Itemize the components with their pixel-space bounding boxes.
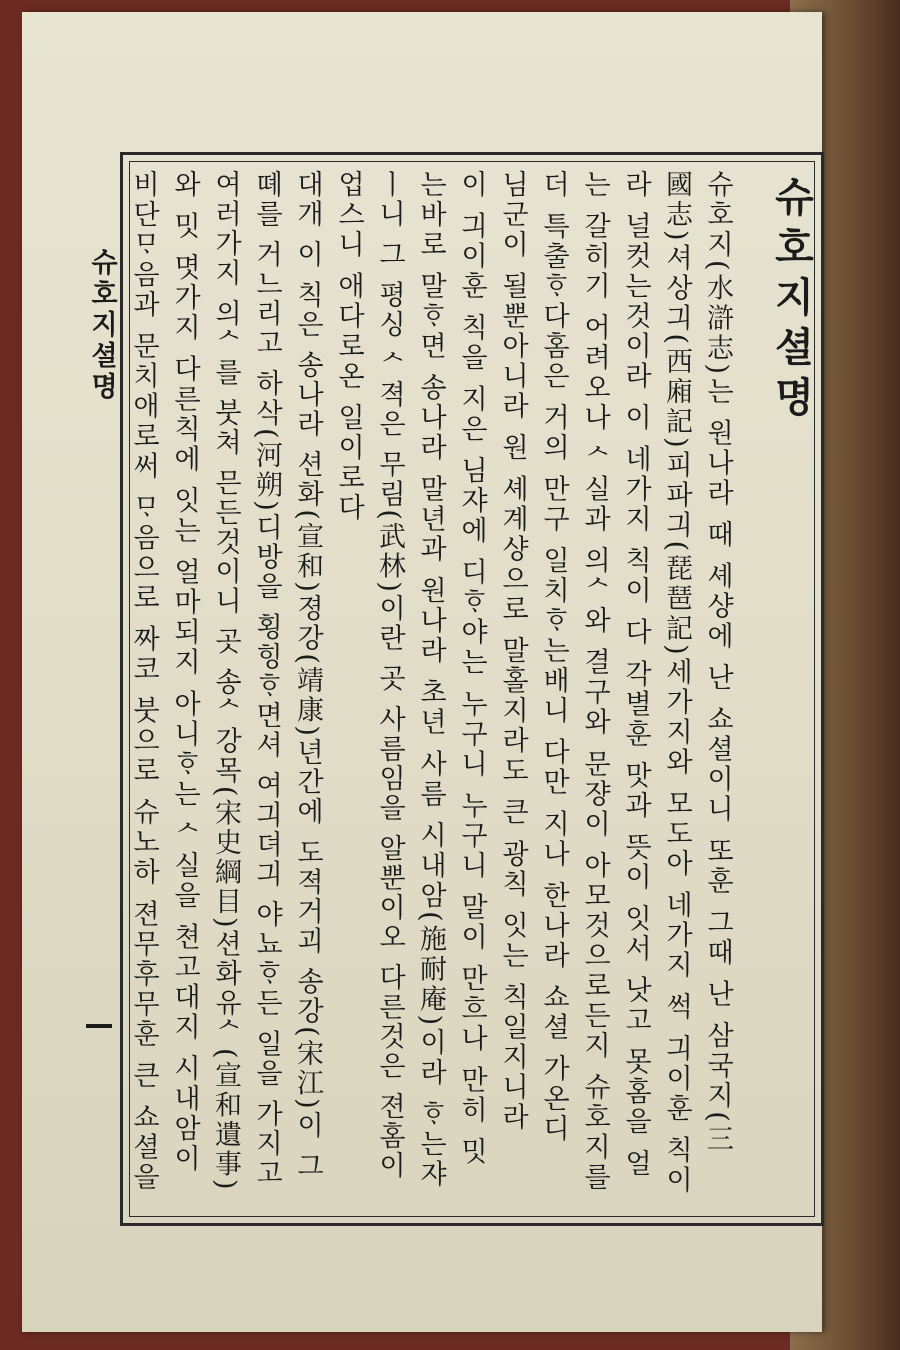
text-column: 는 갈히기 어려오나 ᄉ실과 의ᄉ와 결구와 문쟝이 아모것으로든지 슈호지를 (579, 170, 610, 1193)
chapter-title: 슈호지셜명 (768, 176, 815, 426)
text-column: 슈호지(水滸志)는 원나라 때 셰샹에 난 쇼셜이니 또훈 그때 난 삼국지(三 (702, 170, 733, 1155)
text-column: 님군이 될뿐아니라 원 셰계샹으로 말홀지라도 큰 광칙 잇는 칙일지니라 (497, 170, 528, 1133)
text-column: 업스니 애다로온 일이로다 (333, 170, 364, 524)
text-column: ㅣ니 그 평싱 ᄉ젹은 무림(武林)이란 곳 사름임을 알뿐이오 다른것은 젼홈이 (374, 170, 405, 1181)
running-header: 슈호지셜명 (86, 248, 117, 403)
text-column: 더 특출ᄒᆞ다홈은 거의 만구 일치ᄒᆞ는배니 다만 지나 한나라 쇼셜 가온디 (538, 170, 569, 1145)
text-column: 비단ᄆᆞ음과 문치애로써 ᄆᆞ음으로 짜코 붓으로 슈노하 젼무후무훈 큰 쇼셜을 (128, 170, 159, 1193)
text-column: 와 밋 몃가지 다른칙에 잇는 얼마되지 아니ᄒᆞ는 ᄉ실을 쳔고대지 시내암이 (169, 170, 200, 1175)
text-column: 는바로 말ᄒᆞ면 송나라 말년과 원나라 초년 사름 시내암(施耐庵)이라 ᄒᆞ는쟈 (415, 170, 446, 1190)
text-column: 뗴를 거느리고 하삭(河朔)디방을 횡힝ᄒᆞ면셔 여긔뎌긔 야뇨ᄒᆞ든 일을 가지고 (251, 170, 282, 1189)
text-column: 여러가지 의ᄉ를 붓쳐 믄든것이니 곳 송ᄉ강목(宋史綱目)션화유ᄉ(宣和遺事) (210, 170, 241, 1193)
text-column: 라 널컷는것이라 이 네가지 칙이 다 각별훈 맛과 뜻이 잇서 낫고 못홈을 얼 (620, 170, 651, 1179)
text-column: 이 긔이훈 칙을 지은 님쟈에 디ᄒᆞ야는 누구니 누구니 말이 만흐나 만히 밋 (456, 170, 487, 1168)
text-column: 대개 이 칙은 송나라 션화(宣和)졍강(靖康)년간에 도젹거괴 송강(宋江)이 그 (292, 170, 323, 1182)
page-number-mark (86, 1024, 112, 1028)
text-column: 國志)셔상긔(西廂記)피파긔(琵琶記)세가지와 모도아 네가지 썩 긔이훈 칙이 (661, 170, 692, 1196)
